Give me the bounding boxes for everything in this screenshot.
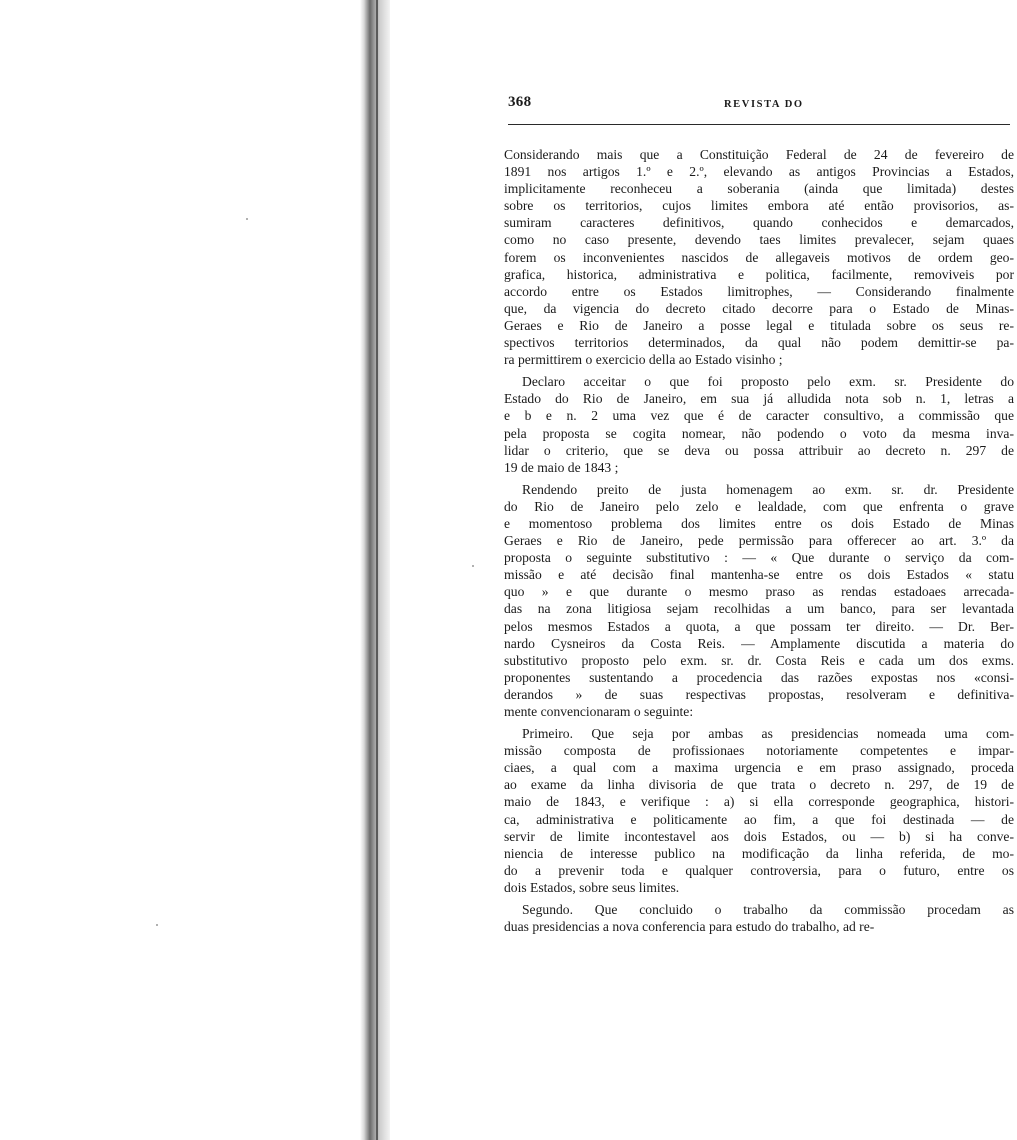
book-gutter [360, 0, 390, 1140]
paper-speck [472, 565, 474, 567]
text-line: pela proposta se cogita nomear, não podendo o voto da mesma inva- [504, 425, 1014, 441]
text-line: proposta o seguinte substitutivo : — « Que durante o serviço da com- [504, 550, 1014, 566]
text-line: Primeiro. Que seja por ambas as presidencias nomeada uma com- [522, 726, 1014, 742]
text-line: servir de limite incontestavel aos dois Estados, ou — b) si ha conve- [504, 828, 1014, 844]
paragraph [504, 725, 1014, 896]
text-line: que, da vigencia do decreto citado decorre para o Estado de Minas- [504, 300, 1014, 316]
page-number: 368 [508, 94, 532, 110]
text-line: proponentes sustentando a procedencia das razões expostas nos «consi- [504, 669, 1014, 685]
text-line: niencia de interesse publico na modificação da linha referida, de mo- [504, 845, 1014, 861]
text-line: forem os inconvenientes nascidos de allegaveis motivos de ordem geo- [504, 249, 1014, 265]
text-line: spectivos territorios determinados, da qual não podem demittir-se pa- [504, 335, 1014, 351]
paragraph [504, 481, 1014, 720]
text-line: e momentoso problema dos limites entre os dois Estado de Minas [504, 515, 1014, 531]
paragraph [504, 373, 1014, 476]
text-line: do Rio de Janeiro pelo zelo e lealdade, com que enfrenta o grave [504, 498, 1014, 514]
text-line: sobre os territorios, cujos limites embora até então provisorios, as- [504, 198, 1014, 214]
text-line: accordo entre os Estados limitrophes, — Considerando finalmente [504, 283, 1014, 299]
text-line: do a prevenir toda e qualquer controversia, para o futuro, entre os [504, 862, 1014, 878]
text-line: Estado do Rio de Janeiro, em sua já alludida nota sob n. 1, letras a [504, 391, 1014, 407]
text-line: substitutivo proposto pelo exm. sr. dr. Costa Reis e cada um dos exms. [504, 652, 1014, 668]
text-line: missão composta de profissionaes notoriamente competentes e impar- [504, 743, 1014, 759]
paper-speck [156, 924, 158, 926]
text-line: e b e n. 2 uma vez que é de caracter consultivo, a commissão que [504, 408, 1014, 424]
text-line: duas presidencias a nova conferencia para estudo do trabalho, ad re- [504, 919, 875, 935]
header-rule [508, 124, 1010, 125]
paper-speck [246, 218, 248, 220]
text-line: das na zona litigiosa sejam recolhidas a um banco, para ser levantada [504, 601, 1014, 617]
text-line: maio de 1843, e verifique : a) si ella corresponde geographica, histori- [504, 794, 1014, 810]
text-line: Geraes e Rio de Janeiro a posse legal e titulada sobre os seus re- [504, 317, 1014, 333]
text-line: como no caso presente, devendo taes limites prevalecer, sejam quaes [504, 232, 1014, 248]
page-header [508, 94, 1010, 116]
running-title: REVISTA DO [724, 99, 804, 110]
text-line: 1891 nos artigos 1.º e 2.º, elevando as antigos Provincias a Estados, [504, 164, 1014, 180]
text-line: Segundo. Que concluido o trabalho da commissão procedam as [522, 902, 1014, 918]
text-line: sumiram caracteres definitivos, quando conhecidos e demarcados, [504, 215, 1014, 231]
paragraph [504, 146, 1014, 368]
text-line: ciaes, a qual com a maxima urgencia e em praso assignado, proceda [504, 760, 1014, 776]
text-line: Considerando mais que a Constituição Federal de 24 de fevereiro de [504, 147, 1014, 162]
text-line: Geraes e Rio de Janeiro, pede permissão para offerecer ao art. 3.º da [504, 533, 1014, 549]
text-line: lidar o criterio, que se deva ou possa attribuir ao decreto n. 297 de [504, 442, 1014, 458]
text-line: Rendendo preito de justa homenagem ao exm. sr. dr. Presidente [522, 481, 1014, 497]
text-line: pelos mesmos Estados a quota, a que possam ter direito. — Dr. Ber- [504, 618, 1014, 634]
text-line: ao exame da linha divisoria de que trata o decreto n. 297, de 19 de [504, 777, 1014, 793]
text-line: nardo Cysneiros da Costa Reis. — Amplamente discutida a materia do [504, 635, 1014, 651]
text-line: 19 de maio de 1843 ; [504, 459, 619, 475]
book-spine-line [376, 0, 378, 1140]
text-line: quo » e que durante o mesmo praso as rendas estadoaes arrecada- [504, 584, 1014, 600]
paragraph [504, 901, 1014, 935]
text-line: ra permittirem o exercicio della ao Estado visinho ; [504, 352, 783, 368]
body-text [504, 146, 1014, 935]
text-line: derandos » de suas respectivas propostas, resolveram e definitiva- [504, 686, 1014, 702]
text-line: ca, administrativa e politicamente ao fim, a que foi destinada — de [504, 811, 1014, 827]
text-line: Declaro acceitar o que foi proposto pelo exm. sr. Presidente do [522, 374, 1014, 390]
text-line: grafica, historica, administrativa e politica, facilmente, removiveis por [504, 266, 1014, 282]
text-line: implicitamente reconheceu a soberania (ainda que limitada) destes [504, 181, 1014, 197]
text-line: dois Estados, sobre seus limites. [504, 879, 680, 895]
text-line: mente convencionaram o seguinte: [504, 704, 694, 719]
text-line: missão e até decisão final mantenha-se entre os dois Estados « statu [504, 567, 1014, 583]
